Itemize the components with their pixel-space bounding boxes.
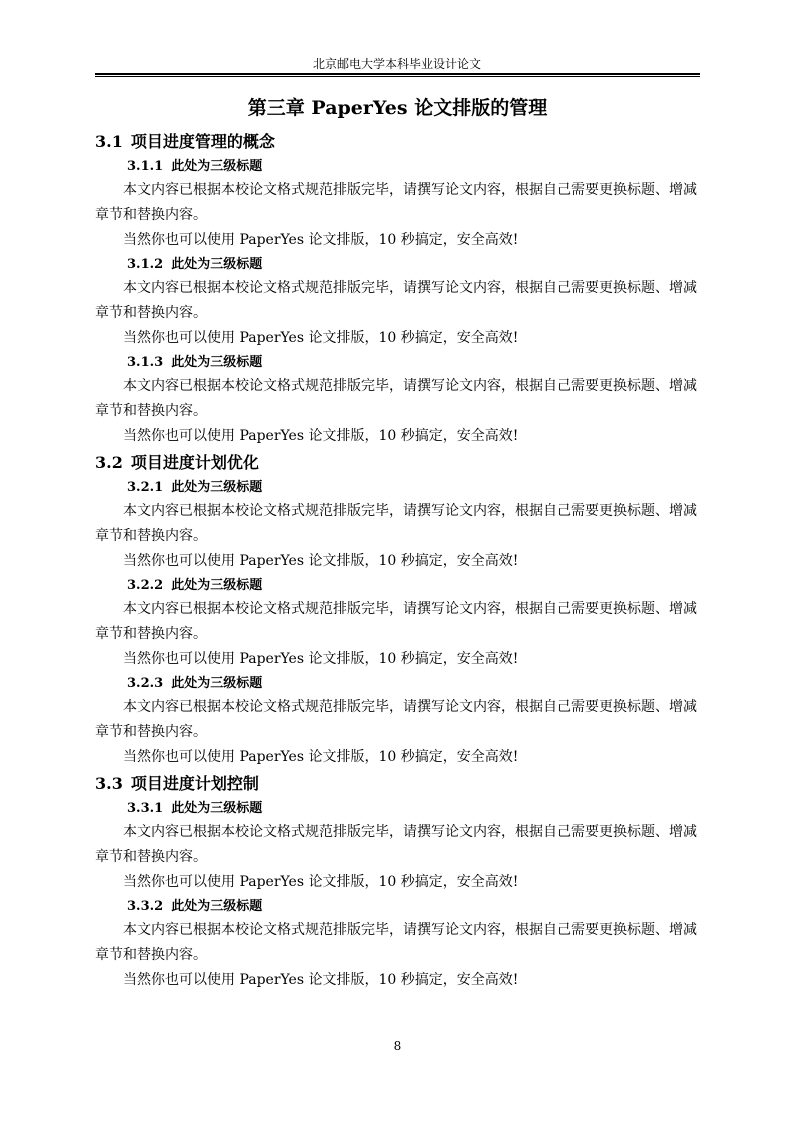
body-paragraph: 当然你也可以使用 PaperYes 论文排版，10 秒搞定，安全高效!	[123, 232, 519, 248]
subsection-title: 此处为三级标题	[171, 899, 263, 914]
body-paragraph: 本文内容已根据本校论文格式规范排版完毕，请撰写论文内容，根据自己需要更换标题、增减章节和替换内容。	[95, 182, 697, 223]
section-number: 3.1	[95, 132, 123, 151]
body-paragraph: 本文内容已根据本校论文格式规范排版完毕，请撰写论文内容，根据自己需要更换标题、增减章节和替换内容。	[95, 922, 697, 963]
subsection-number: 3.3.2	[127, 899, 164, 914]
section-heading	[95, 449, 700, 476]
subsection-heading	[95, 895, 700, 918]
subsection-title: 此处为三级标题	[171, 257, 263, 272]
subsection-title: 此处为三级标题	[171, 676, 263, 691]
subsection-title: 此处为三级标题	[171, 801, 263, 816]
subsection-number: 3.1.1	[127, 159, 164, 174]
body-paragraph: 当然你也可以使用 PaperYes 论文排版，10 秒搞定，安全高效!	[123, 874, 519, 890]
body-paragraph: 本文内容已根据本校论文格式规范排版完毕，请撰写论文内容，根据自己需要更换标题、增减章节和替换内容。	[95, 699, 697, 740]
section-number: 3.2	[95, 453, 123, 472]
section-title: 项目进度管理的概念	[130, 132, 275, 151]
subsection-heading	[95, 574, 700, 597]
body-paragraph: 本文内容已根据本校论文格式规范排版完毕，请撰写论文内容，根据自己需要更换标题、增减章节和替换内容。	[95, 824, 697, 865]
subsection-heading	[95, 672, 700, 695]
subsection-heading	[95, 253, 700, 276]
subsection-title: 此处为三级标题	[171, 480, 263, 495]
header-rule	[95, 73, 700, 77]
body-paragraph: 本文内容已根据本校论文格式规范排版完毕，请撰写论文内容，根据自己需要更换标题、增减章节和替换内容。	[95, 280, 697, 321]
subsection-heading	[95, 351, 700, 374]
subsection-number: 3.1.3	[127, 355, 164, 370]
subsection-heading	[95, 476, 700, 499]
subsection-title: 此处为三级标题	[171, 355, 263, 370]
section-heading	[95, 770, 700, 797]
subsection-heading	[95, 155, 700, 178]
body-paragraph: 本文内容已根据本校论文格式规范排版完毕，请撰写论文内容，根据自己需要更换标题、增减章节和替换内容。	[95, 601, 697, 642]
subsection-title: 此处为三级标题	[171, 159, 263, 174]
section-title: 项目进度计划控制	[130, 774, 259, 793]
subsection-title: 此处为三级标题	[171, 578, 263, 593]
subsection-number: 3.1.2	[127, 257, 164, 272]
subsection-number: 3.3.1	[127, 801, 164, 816]
body-paragraph: 当然你也可以使用 PaperYes 论文排版，10 秒搞定，安全高效!	[123, 651, 519, 667]
body-paragraph: 本文内容已根据本校论文格式规范排版完毕，请撰写论文内容，根据自己需要更换标题、增减章节和替换内容。	[95, 378, 697, 419]
chapter-content	[95, 128, 700, 993]
body-paragraph: 当然你也可以使用 PaperYes 论文排版，10 秒搞定，安全高效!	[123, 330, 519, 346]
body-paragraph: 当然你也可以使用 PaperYes 论文排版，10 秒搞定，安全高效!	[123, 553, 519, 569]
section-heading	[95, 128, 700, 155]
subsection-number: 3.2.1	[127, 480, 164, 495]
section-title: 项目进度计划优化	[130, 453, 259, 472]
body-paragraph: 当然你也可以使用 PaperYes 论文排版，10 秒搞定，安全高效!	[123, 972, 519, 988]
page-number: 8	[393, 1039, 402, 1053]
subsection-number: 3.2.3	[127, 676, 164, 691]
body-paragraph: 本文内容已根据本校论文格式规范排版完毕，请撰写论文内容，根据自己需要更换标题、增减章节和替换内容。	[95, 503, 697, 544]
body-paragraph: 当然你也可以使用 PaperYes 论文排版，10 秒搞定，安全高效!	[123, 749, 519, 765]
running-header: 北京邮电大学本科毕业设计论文	[312, 57, 481, 71]
chapter-title: 第三章 PaperYes 论文排版的管理	[247, 97, 548, 119]
body-paragraph: 当然你也可以使用 PaperYes 论文排版，10 秒搞定，安全高效!	[123, 428, 519, 444]
subsection-heading	[95, 797, 700, 820]
section-number: 3.3	[95, 774, 123, 793]
subsection-number: 3.2.2	[127, 578, 164, 593]
